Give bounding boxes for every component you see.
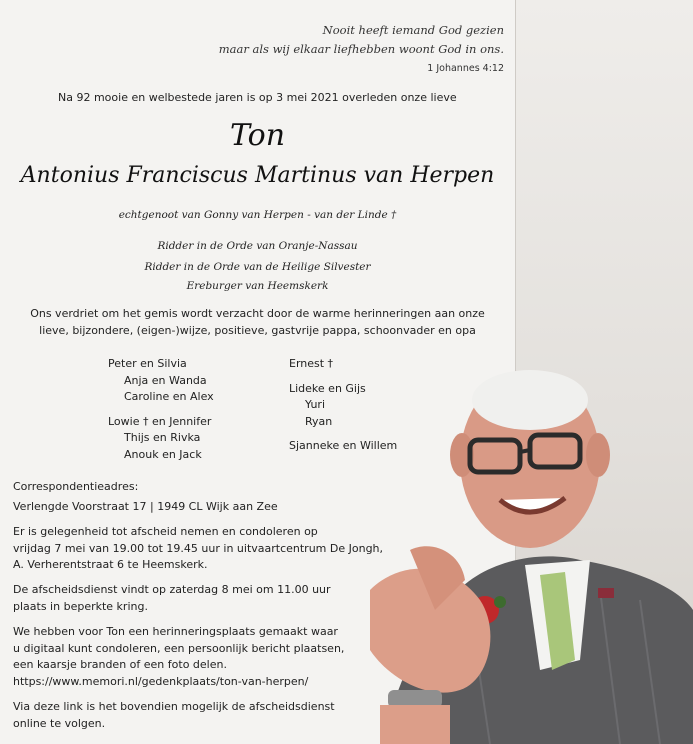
family-child: Caroline en Alex xyxy=(124,390,214,403)
verse-line-1: Nooit heeft iemand God gezien xyxy=(322,23,504,37)
nickname: Ton xyxy=(229,118,286,153)
condolence-line: A. Verherentstraat 6 te Heemskerk. xyxy=(13,558,208,571)
verse-reference: 1 Johannes 4:12 xyxy=(427,63,504,74)
stream-line: online te volgen. xyxy=(13,716,106,730)
family-right xyxy=(289,356,397,455)
condolence-info xyxy=(13,524,383,574)
service-line: De afscheidsdienst vindt op zaterdag 8 mei om 11.00 uur xyxy=(13,583,331,596)
family-name: Peter en Silvia xyxy=(108,357,187,370)
message-line-1: Ons verdriet om het gemis wordt verzacht door de warme herinneringen aan onze xyxy=(30,307,485,320)
correspondence-label: Correspondentieadres: xyxy=(13,480,139,493)
family-name: Sjanneke en Willem xyxy=(289,439,398,452)
service-line: plaats in beperkte kring. xyxy=(13,599,148,613)
correspondence xyxy=(13,479,278,515)
family-child: Thijs en Rivka xyxy=(124,431,201,444)
honor-2: Ridder in de Orde van de Heilige Silvester xyxy=(144,261,371,273)
family-child: Ryan xyxy=(305,414,333,428)
stream-line: Via deze link is het bovendien mogelijk de afscheidsdienst xyxy=(13,700,335,713)
family-name: Ernest † xyxy=(289,357,334,370)
honor-1: Ridder in de Orde van Oranje-Nassau xyxy=(157,240,358,252)
family-child: Anouk en Jack xyxy=(124,447,202,461)
spouse-line: echtgenoot van Gonny van Herpen - van der Linde † xyxy=(118,209,397,221)
stream-info xyxy=(13,699,335,732)
condolence-line: Er is gelegenheid tot afscheid nemen en condoleren op xyxy=(13,525,318,538)
memori-line: We hebben voor Ton een herinneringsplaats gemaakt waar xyxy=(13,625,338,638)
verse-line-2: maar als wij elkaar liefhebben woont God in ons. xyxy=(218,42,504,56)
memori-line: een kaarsje branden of een foto delen. xyxy=(13,658,227,671)
memori-link[interactable]: https://www.memori.nl/gedenkplaats/ton-van-herpen/ xyxy=(13,674,309,688)
family-child: Yuri xyxy=(305,398,326,411)
family-name: Lowie † en Jennifer xyxy=(108,414,212,428)
family-child: Anja en Wanda xyxy=(124,373,207,387)
message-line-2: lieve, bijzondere, (eigen-)wijze, positieve, gastvrije pappa, schoonvader en opa xyxy=(39,324,476,337)
memori-line: u digitaal kunt condoleren, een persoonlijk bericht plaatsen, xyxy=(13,641,345,655)
intro-text: Na 92 mooie en welbestede jaren is op 3 mei 2021 overleden onze lieve xyxy=(58,91,457,104)
correspondence-address: Verlengde Voorstraat 17 | 1949 CL Wijk aan Zee xyxy=(13,499,278,513)
family-name: Lideke en Gijs xyxy=(289,381,366,395)
full-name: Antonius Franciscus Martinus van Herpen xyxy=(20,163,495,188)
honor-3: Ereburger van Heemskerk xyxy=(186,280,329,292)
service-info xyxy=(13,582,331,615)
family-left xyxy=(108,356,214,463)
memori-info xyxy=(13,624,344,690)
condolence-line: vrijdag 7 mei van 19.00 tot 19.45 uur in uitvaartcentrum De Jongh, xyxy=(13,541,384,555)
